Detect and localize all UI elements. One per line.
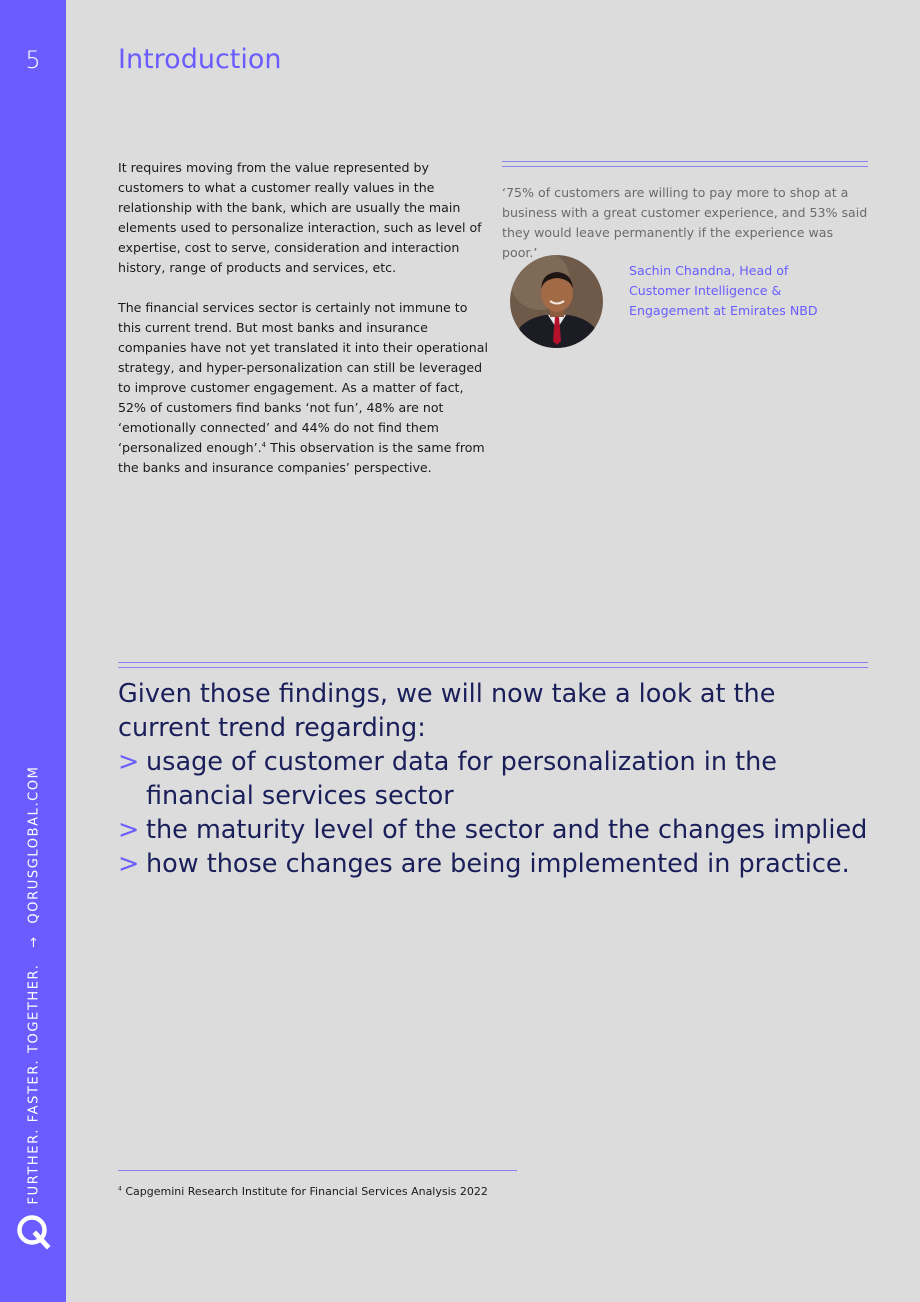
footnote-divider (118, 1170, 517, 1171)
website-link[interactable]: QORUSGLOBAL.COM (26, 765, 42, 924)
body-text (118, 158, 492, 498)
tagline-text: FURTHER. FASTER. TOGETHER. (26, 963, 42, 1205)
list-item (118, 847, 870, 881)
list-item (118, 745, 870, 813)
list-item-text: the maturity level of the sector and the changes implied (146, 815, 868, 845)
pull-quote: ‘75% of customers are willing to pay more to shop at a business with a great customer experience, and 53% said they would leave permanently if the experience was poor.’ (502, 185, 868, 260)
section-divider (118, 662, 868, 668)
qorus-logo-icon (14, 1212, 52, 1250)
footnote-number: 4 (118, 1185, 122, 1193)
quote-attribution: Sachin Chandna, Head of Customer Intelligence & Engagement at Emirates NBD (629, 263, 818, 318)
chevron-right-icon: > (118, 849, 140, 879)
paragraph-1: It requires moving from the value represented by customers to what a customer really values in the relationship with the bank, which are usually the main elements used to personalize interaction, such as level of expertise, cost to serve, consideration and interaction history, range of products and services, etc. (118, 160, 482, 275)
sidebar (0, 0, 66, 1302)
quote-divider (502, 161, 868, 167)
chevron-right-icon: > (118, 747, 140, 777)
findings-list (118, 745, 870, 881)
page-number: 5 (25, 46, 41, 74)
list-item (118, 813, 870, 847)
paragraph-2-main: The financial services sector is certainly not immune to this current trend. But most banks and insurance companies have not yet translated it into their operational strategy, and hyper-personalization can still be leveraged to improve customer engagement. As a matter of fact, 52% of customers find banks ‘not fun’, 48% are not ‘emotionally connected’ and 44% do not find them ‘personalized enough’. (118, 300, 488, 455)
footnote (118, 1185, 488, 1198)
portrait-image (510, 255, 603, 348)
footnote-ref[interactable]: 4 (261, 440, 267, 449)
list-item-text: how those changes are being implemented in practice. (146, 849, 850, 879)
paragraph-2-tail: This observation is the same from the banks and insurance companies’ perspective. (118, 440, 485, 475)
chevron-right-icon: > (118, 815, 140, 845)
avatar (510, 255, 603, 348)
page-title: Introduction (118, 44, 282, 75)
sidebar-tagline (27, 766, 42, 1205)
list-item-text: usage of customer data for personalization in the financial services sector (146, 747, 778, 811)
findings-intro: Given those findings, we will now take a look at the current trend regarding: (118, 679, 776, 743)
findings-section (118, 677, 870, 881)
footnote-text: Capgemini Research Institute for Financial Services Analysis 2022 (121, 1185, 488, 1198)
paragraph-2 (118, 298, 492, 478)
arrow-right-icon: → (26, 935, 42, 948)
